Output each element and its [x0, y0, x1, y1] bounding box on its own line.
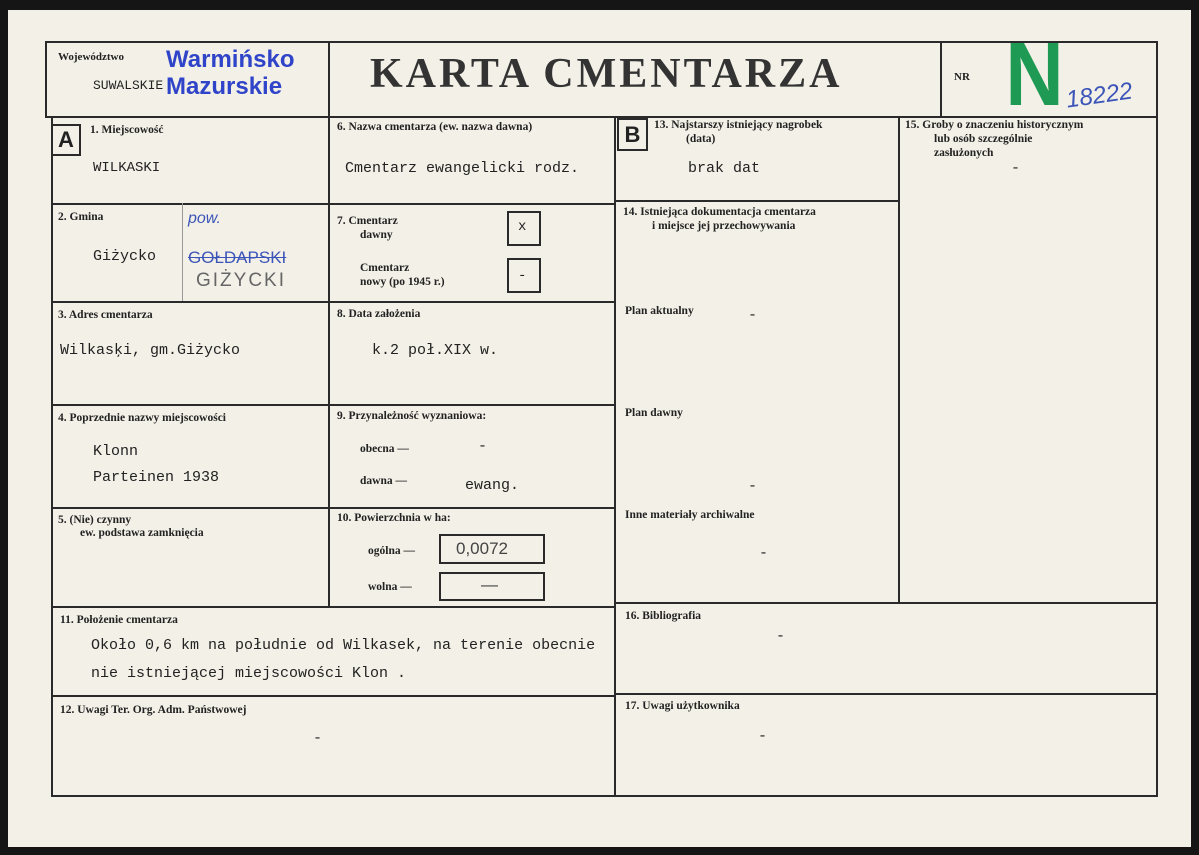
row-line-3l: [51, 404, 616, 406]
row-line-b2: [614, 602, 1158, 604]
field-6-value: Cmentarz ewangelicki rodz.: [345, 160, 580, 177]
frame-right: [1156, 41, 1158, 797]
field-13-label-2: (data): [686, 133, 716, 145]
field-10-free-label: wolna —: [368, 581, 412, 593]
field-14-label-2: i miejsce jej przechowywania: [652, 220, 796, 232]
field-2-note-struck: GOŁDAPSKI: [188, 248, 287, 267]
row-line-4l: [51, 507, 616, 509]
field-4-label: 4. Poprzednie nazwy miejscowości: [58, 412, 226, 424]
gmina-inner-div: [182, 203, 183, 301]
field-16-value: -: [776, 628, 786, 645]
nr-label: NR: [954, 71, 970, 83]
header-bottom: [45, 116, 1158, 118]
field-1-value: WILKASKI: [93, 160, 161, 176]
field-15-label-3: zasłużonych: [934, 147, 994, 159]
frame-top: [45, 41, 1158, 43]
field-10-total-box: 0,0072: [439, 534, 545, 564]
row-line-b3: [614, 693, 1158, 695]
field-9-current-label: obecna —: [360, 443, 409, 455]
field-7-label-b1: Cmentarz: [360, 262, 410, 274]
wojewodztwo-value: SUWALSKIE: [93, 78, 164, 93]
col-div-3: [898, 116, 900, 604]
field-14-other-label: Inne materiały archiwalne: [625, 509, 755, 521]
field-10-free-box: —: [439, 572, 545, 601]
frame-left-upper: [45, 41, 47, 118]
field-12-label: 12. Uwagi Ter. Org. Adm. Państwowej: [60, 704, 247, 716]
field-2-note-new: GIŻYCKI: [196, 270, 287, 291]
field-3-value: Wilkasķi, gm.Giżycko: [60, 342, 241, 359]
nr-green-letter: N: [1005, 25, 1064, 125]
field-17-value: -: [758, 728, 768, 745]
field-7-checkbox-new: -: [507, 258, 541, 293]
header-div-1: [328, 41, 330, 118]
field-17-label: 17. Uwagi użytkownika: [625, 700, 740, 712]
field-13-label-1: 13. Najstarszy istniejący nagrobek: [654, 119, 823, 131]
field-14-plan-former-value: -: [748, 478, 758, 495]
field-14-plan-current-value: -: [748, 307, 758, 324]
region-stamp-line1: Warmińsko: [166, 46, 295, 73]
field-8-label: 8. Data założenia: [337, 308, 421, 320]
field-15-value: -: [1011, 160, 1021, 177]
field-9-current-value: -: [478, 438, 488, 455]
field-7-label-b2: nowy (po 1945 r.): [360, 276, 445, 288]
field-7-label-a2: dawny: [360, 229, 393, 241]
field-7-checkbox-old: x: [507, 211, 541, 246]
field-6-label: 6. Nazwa cmentarza (ew. nazwa dawna): [337, 121, 533, 133]
field-2-note-pow: pow.: [188, 210, 221, 227]
field-10-total-label: ogólna —: [368, 545, 415, 557]
field-16-label: 16. Bibliografia: [625, 610, 702, 622]
frame-bottom: [51, 795, 1158, 797]
field-9-former-label: dawna —: [360, 475, 407, 487]
field-2-label: 2. Gmina: [58, 211, 104, 223]
field-8-value: k.2 poł.XIX w.: [372, 342, 499, 359]
field-4-value-2: Parteinen 1938: [93, 469, 220, 486]
field-11-value-2: nie istniejącej miejscowości Klon .: [91, 665, 407, 682]
field-14-label-1: 14. Istniejąca dokumentacja cmentarza: [623, 206, 816, 218]
field-15-label-2: lub osób szczególnie: [934, 133, 1033, 145]
section-b-box: B: [617, 118, 648, 151]
field-15-label-1: 15. Groby o znaczeniu historycznym: [905, 119, 1084, 131]
row-line-6l: [51, 695, 616, 697]
section-a-box: A: [51, 124, 81, 156]
field-3-label: 3. Adres cmentarza: [58, 309, 153, 321]
field-11-label: 11. Położenie cmentarza: [60, 614, 178, 626]
field-14-plan-former-label: Plan dawny: [625, 407, 683, 419]
field-13-value: brak dat: [688, 160, 761, 177]
page-title: KARTA CMENTARZA: [370, 51, 843, 97]
field-2-value: Giżycko: [93, 248, 157, 265]
field-11-value-1: Około 0,6 km na południe od Wilkasek, na terenie obecnie: [91, 637, 596, 654]
field-1-label: 1. Miejscowość: [90, 124, 164, 136]
row-line-5l: [51, 606, 616, 608]
field-12-value: -: [313, 730, 323, 747]
field-9-label: 9. Przynależność wyznaniowa:: [337, 410, 487, 422]
row-line-b1: [614, 200, 900, 202]
field-10-label: 10. Powierzchnia w ha:: [337, 512, 451, 524]
field-14-other-value: -: [759, 545, 769, 562]
col-div-1: [328, 116, 330, 608]
field-9-former-value: ewang.: [465, 477, 520, 494]
wojewodztwo-label: Województwo: [58, 51, 124, 63]
field-5-label-1: 5. (Nie) czynny: [58, 514, 132, 526]
row-line-2l: [51, 301, 616, 303]
region-stamp-line2: Mazurskie: [166, 73, 283, 100]
field-7-label-a1: 7. Cmentarz: [337, 215, 398, 227]
field-14-plan-current-label: Plan aktualny: [625, 305, 694, 317]
cemetery-card: [8, 10, 1191, 847]
field-4-value-1: Klonn: [93, 443, 139, 460]
row-line-1l: [51, 203, 616, 205]
nr-number: 18222: [1064, 77, 1135, 114]
field-5-label-2: ew. podstawa zamknięcia: [80, 527, 204, 539]
header-div-2: [940, 41, 942, 118]
